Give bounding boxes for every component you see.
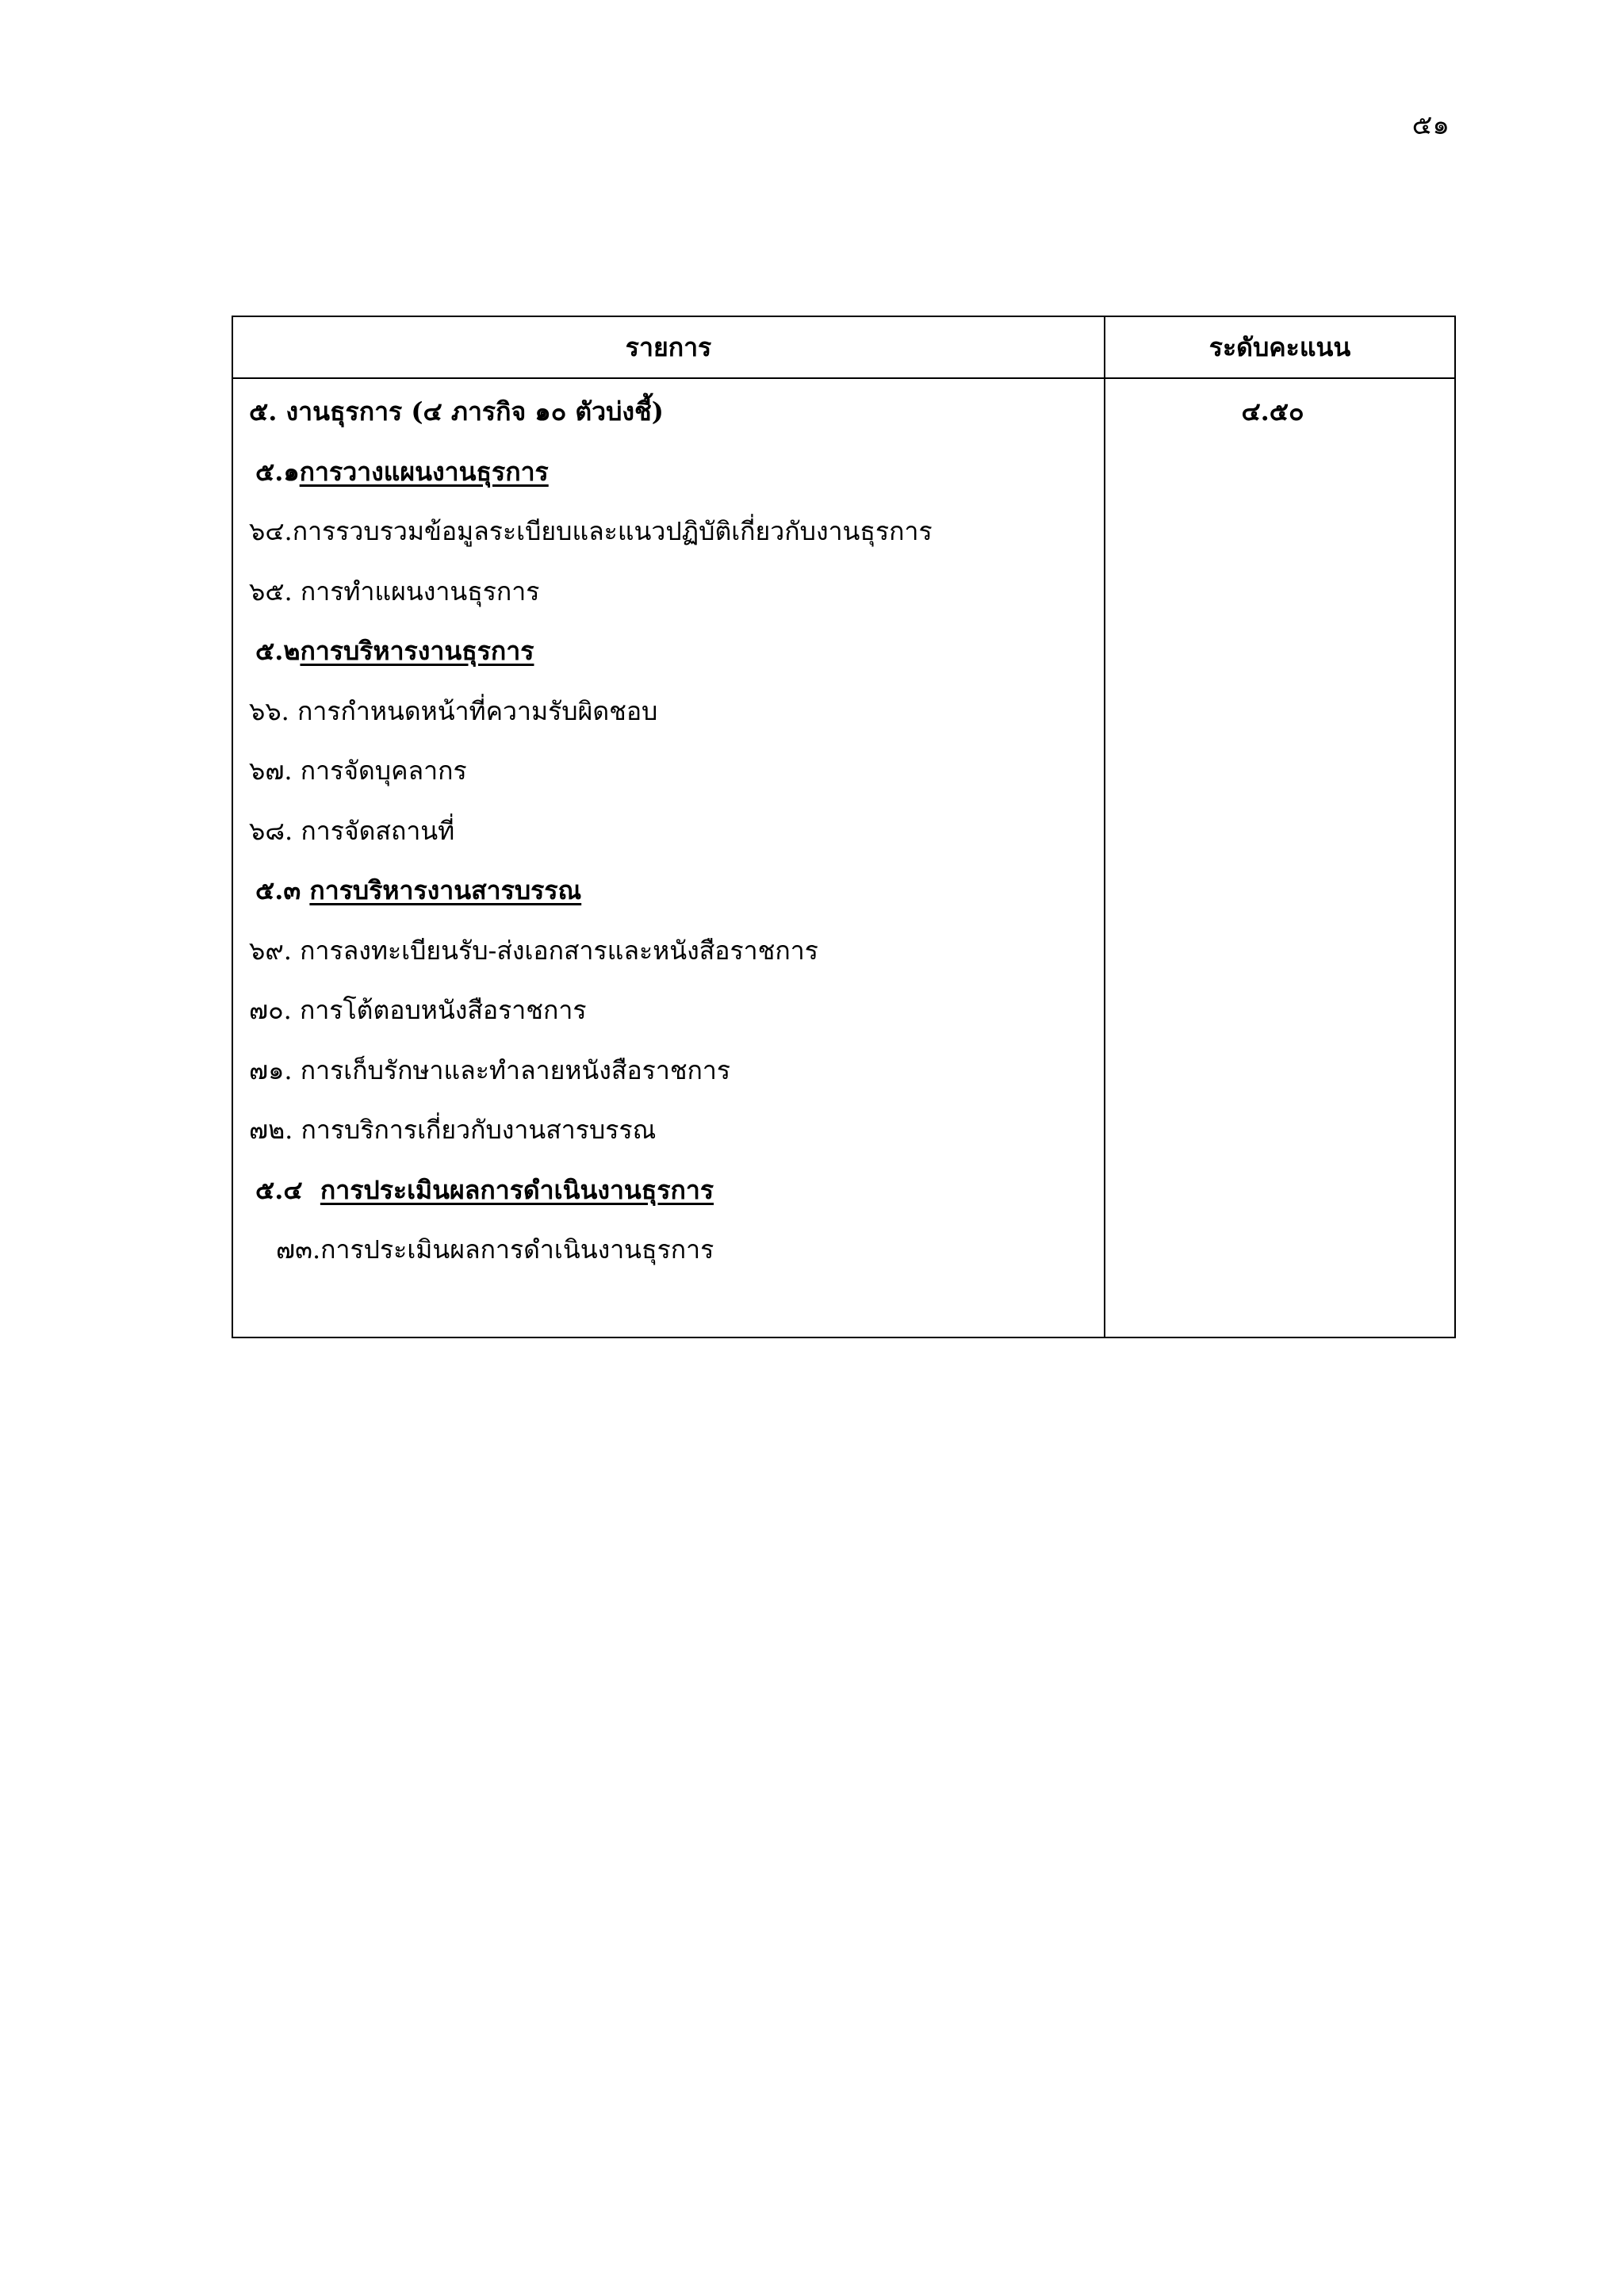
section-title: การบริหารงานสารบรรณ xyxy=(309,875,582,905)
section-number: ๕.๑ xyxy=(255,456,300,487)
section-heading xyxy=(233,629,1104,690)
section-title: การบริหารงานธุรการ xyxy=(300,636,534,666)
score-table xyxy=(232,316,1456,1338)
section-title: การวางแผนงานธุรการ xyxy=(299,456,549,487)
score-value: ๔.๕๐ xyxy=(1241,396,1304,427)
list-item: ๖๗. การจัดบุคลากร xyxy=(249,756,467,786)
section-number: ๕.๓ xyxy=(255,875,310,905)
header-item: รายการ xyxy=(233,317,1105,377)
score-cell xyxy=(1105,379,1454,1337)
list-item: ๖๖. การกำหนดหน้าที่ความรับผิดชอบ xyxy=(249,695,658,726)
list-item: ๗๓.การประเมินผลการดำเนินงานธุรการ xyxy=(276,1234,714,1265)
table-body-row xyxy=(233,379,1454,1337)
list-item: ๗๑. การเก็บรักษาและทำลายหนังสือราชการ xyxy=(249,1054,731,1085)
section-heading xyxy=(233,1169,1104,1229)
list-item: ๗๒. การบริการเกี่ยวกับงานสารบรรณ xyxy=(249,1115,657,1145)
list-item: ๖๙. การลงทะเบียนรับ-ส่งเอกสารและหนังสือราชการ xyxy=(249,935,818,966)
section-number: ๕.๔ xyxy=(255,1174,320,1205)
page-number: ๕๑ xyxy=(1411,109,1450,141)
section-number: ๕.๒ xyxy=(255,636,301,666)
table-header-row xyxy=(233,317,1454,379)
main-heading: ๕. งานธุรการ (๔ ภารกิจ ๑๐ ตัวบ่งชี้) xyxy=(249,396,664,427)
list-item: ๖๕. การทำแผนงานธุรการ xyxy=(249,576,540,607)
item-cell xyxy=(233,379,1105,1337)
section-heading xyxy=(233,869,1104,929)
header-score: ระดับคะแนน xyxy=(1208,331,1351,362)
list-item: ๖๔.การรวบรวมข้อมูลระเบียบและแนวปฏิบัติเกี่ยวกับงานธุรการ xyxy=(249,516,933,546)
section-heading xyxy=(233,450,1104,511)
list-item: ๗๐. การโต้ตอบหนังสือราชการ xyxy=(249,995,587,1025)
section-title: การประเมินผลการดำเนินงานธุรการ xyxy=(320,1174,714,1205)
list-item: ๖๘. การจัดสถานที่ xyxy=(249,815,455,846)
